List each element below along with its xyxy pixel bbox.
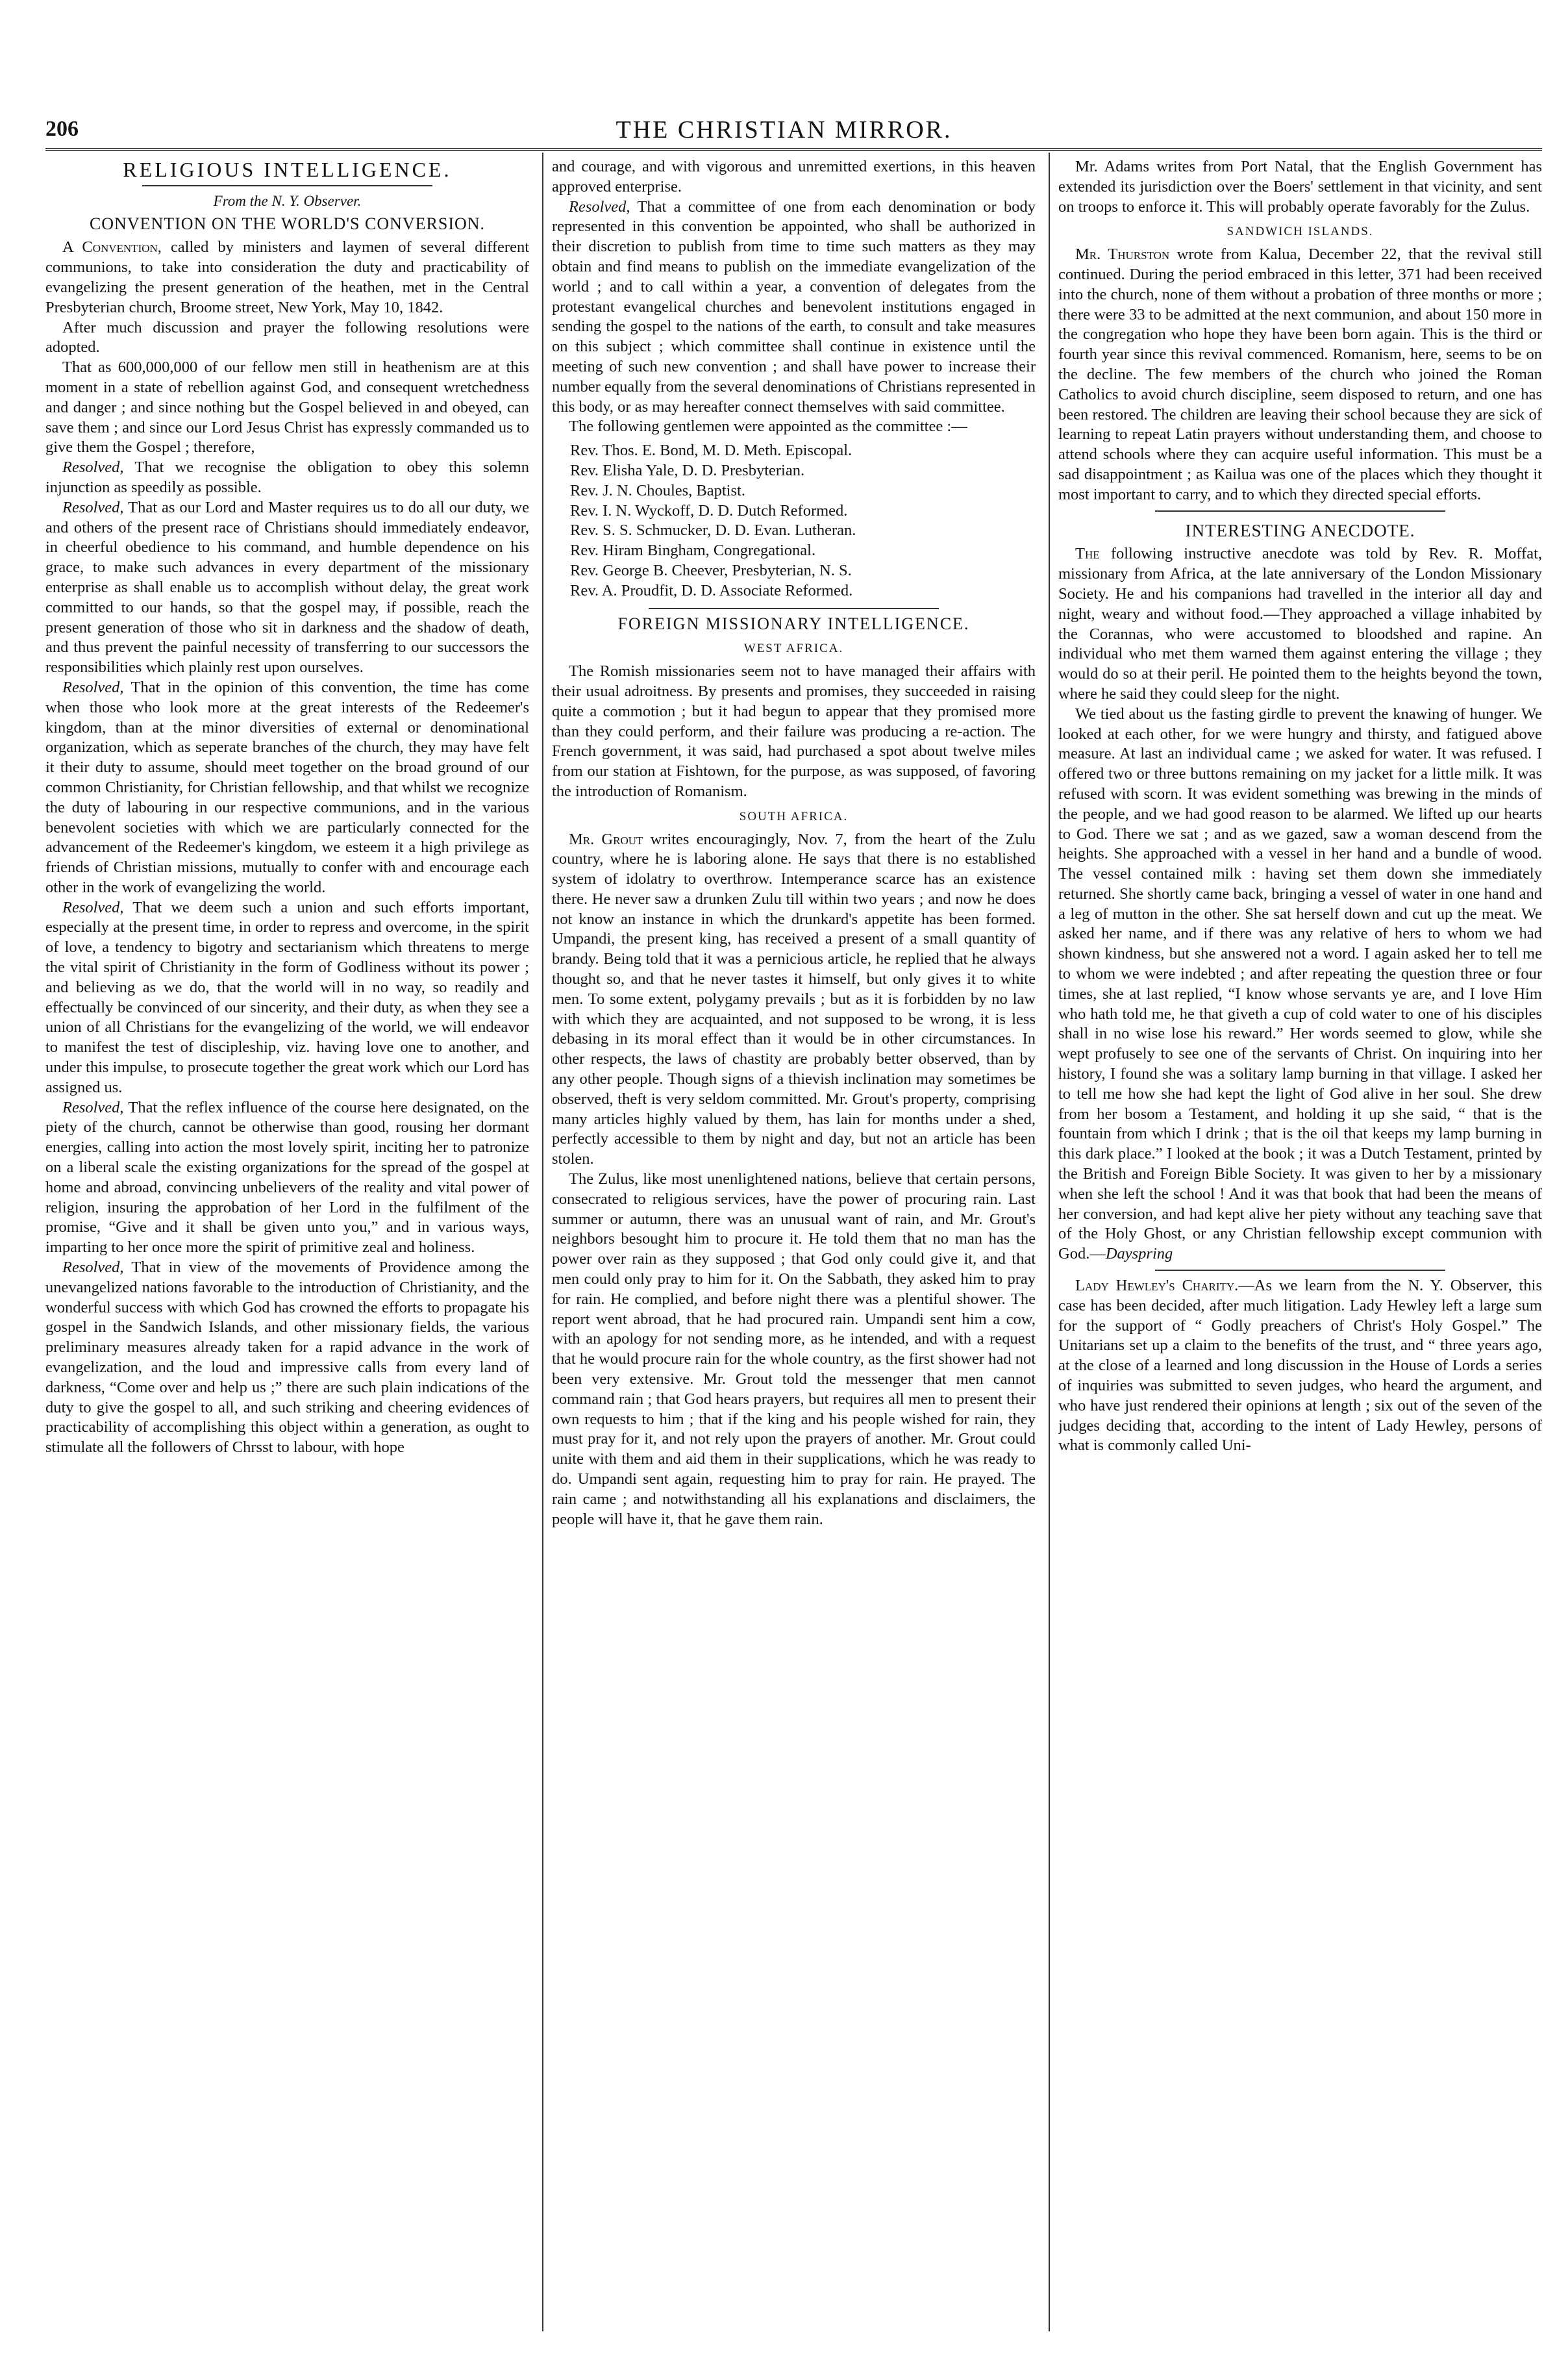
resolution: Resolved, That in the opinion of this convention, the time has come when those who look more at the great interests of the Redeemer's kingdom, than at the minor diversities of external or denominational organization, which as seperate branches of the church, they may have felt it their duty to assume, should meet together on the broad ground of our common Christianity, for Christian fellowship, and that whilst we recognize the duty of labouring in our respective communions, and in the various benevolent societies with which we are particularly connected for the advancement of the Redeemer's kingdom, we esteem it a high privilege as friends of Christian missions, mutually to confer with and encourage each other in the work of evangelizing the world.	[45, 678, 529, 896]
column-3	[1058, 157, 1542, 2338]
column-2	[552, 157, 1036, 2338]
article-title: CONVENTION ON THE WORLD'S CONVERSION.	[89, 214, 486, 233]
lead-word: The	[1075, 545, 1100, 563]
column-divider	[1049, 153, 1050, 2331]
paragraph: The following gentlemen were appointed as the committee :—	[569, 418, 967, 436]
resolution: Resolved, That in view of the movements of Providence among the unevangelized nations favorable to the introduction of Christianity, and the wonderful success with which God has crowned the efforts to propagate his gospel in the Sandwich Islands, and other missionary fields, the various preliminary measures already taken for a rapid advance in the work of evangelization, and the loud and impressive calls from every land of darkness, “Come over and help us ;” there are such plain indications of the duty to give the gospel to all, and such striking and cheering evidences of practicability of accomplishing this object within a generation, as ought to stimulate all the followers of Chrsst to labour, with hope	[45, 1259, 529, 1457]
paragraph: A Convention, called by ministers and laymen of several different communions, to take into consideration the duty and practicability of evangelizing the present generation of the heathen, met in the Central Presbyterian church, Broome street, New York, May 10, 1842.	[45, 238, 529, 316]
column-divider	[542, 153, 543, 2331]
paragraph: Mr. Adams writes from Port Natal, that the English Government has extended its jurisdiction over the Boers' settlement in that vicinity, and sent on troops to enforce it. This will probably operate favorably for the Zulus.	[1058, 158, 1542, 216]
divider	[142, 185, 432, 186]
divider	[1155, 510, 1445, 512]
resolution: Resolved, That as our Lord and Master requires us to do all our duty, we and others of the present race of Christians should immediately endeavor, in cheerful obedience to his command, and humble dependence on his grace, to make such advances in every department of the missionary enterprise as shall enable us to accomplish without delay, the great work committed to our hands, so that the gospel may, if possible, reach the present generation of those who sit in darkness and the shadow of death, and thus prevent the painful necessity of transferring to our successors the responsibilities which plainly rest upon ourselves.	[45, 498, 529, 677]
header-rule	[45, 148, 1542, 151]
lead-word: Lady Hewley's Charity.	[1075, 1277, 1239, 1295]
paragraph: The Romish missionaries seem not to have managed their affairs with their usual adroitness. By presents and promises, they succeeded in raising quite a commotion ; but it had begun to appear that they promised more than they could perform, and their failure was producing a re-action. The French government, it was said, had purchased a spot about twelve miles from our station at Fishtown, for the purpose, as was supposed, of favoring the introduction of Romanism.	[552, 662, 1036, 800]
resolved-label: Resolved,	[62, 898, 124, 916]
committee-member: Rev. Thos. E. Bond, M. D. Meth. Episcopal.	[570, 442, 852, 460]
committee-member: Rev. Elisha Yale, D. D. Presbyterian.	[570, 461, 805, 479]
article-title: INTERESTING ANECDOTE.	[1185, 520, 1415, 540]
resolution: Resolved, That we recognise the obligation to obey this solemn injunction as speedily as possible.	[45, 458, 529, 496]
section-heading: FOREIGN MISSIONARY INTELLIGENCE.	[617, 614, 970, 633]
section-heading: RELIGIOUS INTELLIGENCE.	[123, 158, 452, 181]
lead-word: Mr. Grout	[569, 830, 643, 848]
paragraph: Lady Hewley's Charity.—As we learn from the N. Y. Observer, this case has been decided, after much litigation. Lady Hewley left a large sum for the support of “ Godly preachers of Christ's Holy Gospel.” The Unitarians set up a claim to the benefits of the trust, and “ three years ago, at the close of a learned and long discussion in the House of Lords a series of inquiries was submitted to seven judges, who heard the argument, and who have just rendered their opinions at length ; six out of the seven of the judges deciding that, according to the intent of Lady Hewley, persons of what is commonly called Uni-	[1058, 1277, 1542, 1455]
column-1	[45, 157, 529, 2338]
source-credit: Dayspring	[1105, 1245, 1173, 1263]
running-title: THE CHRISTIAN MIRROR.	[616, 116, 952, 144]
paragraph: That as 600,000,000 of our fellow men still in heathenism are at this moment in a state of rebellion against God, and consequent wretchedness and danger ; and since nothing but the Gospel believed in and obeyed, can save them ; and since our Lord Jesus Christ has expressly commanded us to give them the Gospel ; therefore,	[45, 358, 529, 457]
lead-word: Mr. Thurston	[1075, 245, 1170, 264]
resolved-label: Resolved,	[62, 498, 124, 516]
resolution: Resolved, That we deem such a union and such efforts important, especially at the present time, in order to repress and overcome, in the spirit of love, a tendency to bigotry and sectarianism which threatens to merge the vital spirit of Christianity in the form of Godliness without its power ; and believing as we do, that the world will in no way, so readily and effectually be convinced of our sincerity, and their duty, as when they see a union of all Christians for the evangelizing of the world, we will endeavor to manifest the test of discipleship, viz. having love one to another, and under this impulse, to prosecute together the great work which our Lord has assigned us.	[45, 898, 529, 1096]
newspaper-page	[26, 19, 1542, 2338]
lead-word: A Convention,	[62, 238, 162, 257]
committee-member: Rev. George B. Cheever, Presbyterian, N. S.	[570, 561, 852, 579]
region-heading: WEST AFRICA.	[743, 642, 844, 656]
paragraph: Mr. Grout writes encouragingly, Nov. 7, from the heart of the Zulu country, where he is laboring alone. He says that there is no established system of idolatry to overthrow. Intemperance scarce has an existence there. He never saw a drunken Zulu till within two years ; and now he does not know an instance in which the drunkard's appetite has been formed. Umpandi, the present king, has received a present of a small quantity of brandy. Being told that it was a pernicious article, he replied that he always thought so, and that he never tastes it himself, but only gives it to white men. To some extent, polygamy prevails ; but as it is forbidden by no law with which they are acquainted, and not supposed to be wrong, it is less debasing in its moral effect than it would be in other circumstances. In other respects, the laws of chastity are probably better observed, than by any other people. Though signs of a thievish inclination may sometimes be observed, theft is very seldom committed. Mr. Grout's property, comprising many articles highly valued by them, has lain for months under a shed, perfectly accessible to them by night and day, but not an article has been stolen.	[552, 830, 1036, 1168]
resolved-label: Resolved,	[62, 1259, 124, 1277]
article-source: From the N. Y. Observer.	[213, 192, 362, 209]
paragraph: and courage, and with vigorous and unremitted exertions, in this heaven approved enterprise.	[552, 158, 1036, 195]
page-number: 206	[45, 117, 79, 141]
paragraph: The Zulus, like most unenlightened nations, believe that certain persons, consecrated to religious services, have the power of procuring rain. Last summer or autumn, there was an unusual want of rain, and Mr. Grout's neighbors besought him to procure it. He told them that no man has the power over rain as they supposed ; that God only could give it, and that men could only pray to him for it. On the Sabbath, they asked him to pray for rain. He complied, and before night there was a plentiful shower. The report went abroad, that he had procured rain. Umpandi sent him a cow, with an apology for not sending more, as he intended, and with a request that he would procure rain for the whole country, as the first shower had not been very extensive. Mr. Grout told the messenger that men cannot command rain ; that God hears prayers, but requires all men to present their own requests to him ; that if the king and his people wished for rain, they must pray for it, and not rely upon the prayers of another. Mr. Grout could unite with them and aid them in their supplications, which he was ready to do. Umpandi sent again, requesting him to pray for rain. He prayed. The rain came ; and notwithstanding all his explanations and disclaimers, the people will have it, that he gave them rain.	[552, 1170, 1036, 1528]
divider	[649, 608, 939, 609]
region-heading: SANDWICH ISLANDS.	[1226, 225, 1374, 239]
resolved-label: Resolved,	[62, 1098, 124, 1116]
paragraph: We tied about us the fasting girdle to prevent the knawing of hunger. We looked at each other, for we were hungry and thirsty, and fatigued above measure. At last an individual came ; we asked for water. It was refused. I offered two or three buttons remaining on my jacket for a little milk. It was refused with scorn. It was evident something was brewing in the minds of the people, and we had good reason to be alarmed. We lifted up our hearts to God. There we sat ; and as we gazed, saw a woman descend from the heights. She approached with a vessel in her hand and a bundle of wood. The vessel contained milk : having set them down she immediately returned. She shortly came back, bringing a vessel of water in one hand and a leg of mutton in the other. She sat herself down and cut up the meat. We asked her name, and if there was any relative of hers to whom we had shown kindness, but she answered not a word. I again asked her to tell me to whom we were indebted ; and after repeating the question three or four times, she at last replied, “I know whose servants ye are, and I love Him who hath told me, he that giveth a cup of cold water to one of his disciples shall in no wise lose his reward.” Her words seemed to glow, while she wept profusely to see one of the servants of Christ. On inquiring into her history, I found she was a solitary lamp burning in that village. I asked her to tell me how she had kept the light of God alive in her soul. She drew from her bosom a Testament, and holding it up she said, “ that is the fountain from which I drink ; that is the oil that keeps my lamp burning in this dark place.” I looked at the book ; it was a Dutch Testament, printed by the British and Foreign Bible Society. It was given to her by a missionary when she left the school ! And it was that book that had been the means of her conversion, and had kept alive her piety without any teaching save that of the Holy Ghost, or any Christian fellowship except communion with God.—Dayspring	[1058, 705, 1542, 1263]
committee-list	[570, 441, 1036, 601]
region-heading: SOUTH AFRICA.	[739, 809, 849, 823]
resolution: Resolved, That the reflex influence of the course here designated, on the piety of the church, cannot be otherwise than good, rousing her dormant energies, calling into action the most lovely spirit, inciting her to patronize on a liberal scale the existing organizations for the spread of the gospel at home and abroad, convincing unbelievers of the reality and vital power of religion, insuring the approbation of her Lord in the fulfilment of the promise, “Give and it shall be given unto you,” and in various ways, imparting to her once more the spirit of primitive zeal and holiness.	[45, 1098, 529, 1257]
paragraph: After much discussion and prayer the following resolutions were adopted.	[45, 318, 529, 357]
resolved-label: Resolved,	[62, 458, 124, 477]
paragraph: Mr. Thurston wrote from Kalua, December 22, that the revival still continued. During the period embraced in this letter, 371 had been received into the church, none of them without a probation of three months or more ; there were 33 to be admitted at the next communion, and about 150 more in the congregation who hope they have been born again. This is the third or fourth year since this revival commenced. Romanism, here, seems to be on the decline. The few members of the church who joined the Roman Catholics to avoid church discipline, seem disposed to return, and one has been restored. The children are leaving their school because they are sick of learning to repeat Latin prayers without understanding them, and choose to attend schools where they can acquire useful information. This must be a sad disappointment ; as Kailua was one of the places which they thought it most important to carry, and to which they directed special efforts.	[1058, 245, 1542, 503]
resolution: Resolved, That a committee of one from each denomination or body represented in this convention be appointed, who shall be authorized in their discretion to publish from time to time such matters as they may obtain and find means to publish on the immediate evangelization of the world ; and to call within a year, a convention of delegates from the protestant evangelical churches and benevolent institutions engaged in sending the gospel to the nations of the earth, to consult and take measures on this subject ; which committee shall continue in existence until the meeting of such new convention ; and shall have power to increase their number equally from the several denominations of Christians represented in this body, or as may hereafter connect themselves with said committee.	[552, 197, 1036, 416]
divider	[1155, 1270, 1445, 1271]
committee-member: Rev. S. S. Schmucker, D. D. Evan. Lutheran.	[570, 521, 856, 540]
resolved-label: Resolved,	[569, 197, 630, 216]
committee-member: Rev. A. Proudfit, D. D. Associate Reformed.	[570, 581, 853, 599]
page-header	[26, 19, 1542, 144]
committee-member: Rev. I. N. Wyckoff, D. D. Dutch Reformed.	[570, 501, 848, 520]
resolved-label: Resolved,	[62, 678, 124, 696]
paragraph: The following instructive anecdote was told by Rev. R. Moffat, missionary from Africa, at the late anniversary of the London Missionary Society. He and his companions had travelled in the interior all day and night, weary and without food.—They approached a village inhabited by the Corannas, who were accustomed to bloodshed and rapine. An individual who met them warned them against entering the village ; they would do so at their peril. He pointed them to the heights beyond the town, where he said they could sleep for the night.	[1058, 545, 1542, 703]
committee-member: Rev. Hiram Bingham, Congregational.	[570, 542, 816, 560]
committee-member: Rev. J. N. Choules, Baptist.	[570, 481, 745, 499]
